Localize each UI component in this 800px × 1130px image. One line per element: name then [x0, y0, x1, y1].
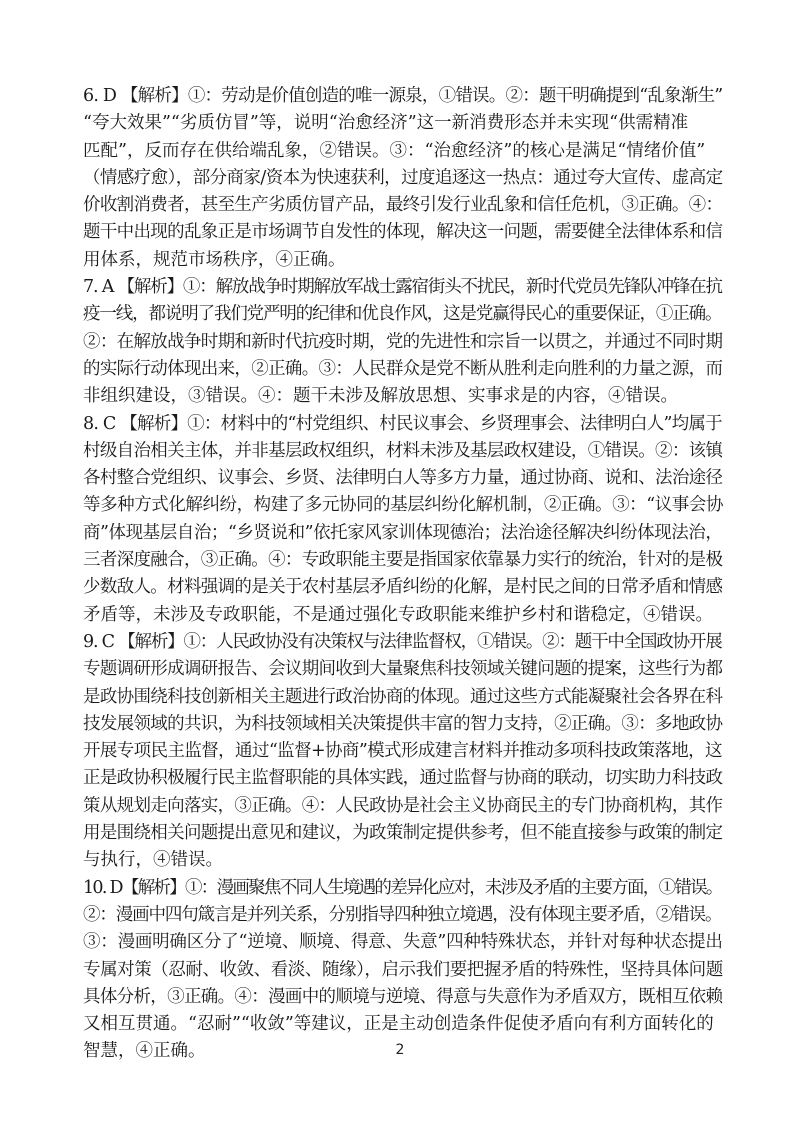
analysis-text-line: ②：在解放战争时期和新时代抗疫时期，党的先进性和宗旨一以贯之，并通过不同时期 — [83, 331, 723, 352]
analysis-text-line: 等多种方式化解纠纷，构建了多元协同的基层纠纷化解机制，②正确。③：“议事会协 — [83, 495, 723, 516]
analysis-text-line: 专题调研形成调研报告、会议期间收到大量聚焦科技领域关键问题的提案，这些行为都 — [83, 659, 723, 680]
analysis-text-line: 策从规划走向落实，③正确。④：人民政协是社会主义协商民主的专门协商机构，其作 — [83, 795, 723, 816]
analysis-text-line: 村级自治相关主体，并非基层政权组织，材料未涉及基层政权建设，①错误。②：该镇 — [83, 440, 723, 461]
analysis-text-line: 开展专项民主监督，通过“监督+协商”模式形成建言材料并推动多项科技政策落地，这 — [83, 741, 722, 762]
analysis-text-line: 用是围绕相关问题提出意见和建议，为政策制定提供参考，但不能直接参与政策的制定 — [83, 823, 723, 844]
analysis-text-line: 少数敌人。材料强调的是关于农村基层矛盾纠纷的化解，是村民之间的日常矛盾和情感 — [83, 577, 723, 598]
analysis-text-line: 与执行，④错误。 — [83, 850, 223, 871]
page-number: 2 — [395, 1042, 405, 1058]
analysis-text-line: 智慧，④正确。 — [83, 1041, 206, 1062]
analysis-text-line: 疫一线，都说明了我们党严明的纪律和优良作风，这是党赢得民心的重要保证，①正确。 — [83, 304, 722, 325]
analysis-text-line: 各村整合党组织、议事会、乡贤、法律明白人等多方力量，通过协商、说和、法治途径 — [83, 468, 723, 489]
analysis-text-line: 三者深度融合，③正确。④：专政职能主要是指国家依靠暴力实行的统治，针对的是极 — [83, 550, 723, 571]
question-analysis-item — [83, 83, 723, 274]
analysis-text-line: “夸大效果”“劣质仿冒”等，说明“治愈经济”这一新消费形态并未实现“供需精准 — [83, 113, 689, 134]
analysis-text-line: 10. D【解析】①：漫画聚焦不同人生境遇的差异化应对，未涉及矛盾的主要方面，①错误。 — [83, 877, 722, 898]
analysis-text-line: 是政协围绕科技创新相关主题进行政治协商的体现。通过这些方式能凝聚社会各界在科 — [83, 686, 723, 707]
question-analysis-item — [83, 411, 723, 629]
question-analysis-item — [83, 875, 723, 1066]
analysis-text-line: 用体系，规范市场秩序，④正确。 — [83, 249, 346, 270]
analysis-text-line: ②：漫画中四句箴言是并列关系，分别指导四种独立境遇，没有体现主要矛盾，②错误。 — [83, 904, 722, 925]
analysis-text-line: 专属对策（忍耐、收敛、看淡、随缘），启示我们要把握矛盾的特殊性，坚持具体问题 — [83, 959, 723, 980]
analysis-text-line: 9. C 【解析】①：人民政协没有决策权与法律监督权，①错误。②：题干中全国政协开展 — [83, 631, 722, 652]
analysis-text-line: 技发展领域的共识，为科技领域相关决策提供丰富的智力支持，②正确。③：多地政协 — [83, 713, 723, 734]
analysis-text-line: 具体分析，③正确。④：漫画中的顺境与逆境、得意与失意作为矛盾双方，既相互依赖 — [83, 986, 723, 1007]
analysis-text-line: 题干中出现的乱象正是市场调节自发性的体现，解决这一问题，需要健全法律体系和信 — [83, 222, 723, 243]
analysis-text-line: 的实际行动体现出来，②正确。③：人民群众是党不断从胜利走向胜利的力量之源，而 — [83, 358, 723, 379]
analysis-text-line: 商”体现基层自治；“乡贤说和”依托家风家训体现德治；法治途径解决纠纷体现法治， — [83, 522, 723, 543]
question-analysis-item — [83, 629, 723, 875]
analysis-text-line: 6. D 【解析】①：劳动是价值创造的唯一源泉，①错误。②：题干明确提到“乱象渐生” — [83, 86, 723, 106]
analysis-text-line: 矛盾等，未涉及专政职能，不是通过强化专政职能来维护乡村和谐稳定，④错误。 — [83, 604, 713, 625]
analysis-text-line: （情感疗愈），部分商家/资本为快速获利，过度追逐这一热点：通过夸大宣传、虚高定 — [83, 167, 723, 188]
analysis-text-line: 正是政协积极履行民主监督职能的具体实践，通过监督与协商的联动，切实助力科技政 — [83, 768, 723, 789]
analysis-text-line: 又相互贯通。“忍耐”“收敛”等建议，正是主动创造条件促使矛盾向有利方面转化的 — [83, 1014, 714, 1035]
analysis-text-line: 8. C 【解析】①：材料中的“村党组织、村民议事会、乡贤理事会、法律明白人”均属于 — [83, 413, 722, 434]
analysis-text-line: ③：漫画明确区分了“逆境、顺境、得意、失意”四种特殊状态，并针对每种状态提出 — [83, 932, 723, 953]
question-analysis-item — [83, 274, 723, 410]
analysis-text-line: 7. A 【解析】①：解放战争时期解放军战士露宿街头不扰民，新时代党员先锋队冲锋在抗 — [83, 277, 722, 298]
answer-analysis-body — [83, 83, 723, 1066]
analysis-text-line: 非组织建设，③错误。④：题干未涉及解放思想、实事求是的内容，④错误。 — [83, 386, 678, 407]
analysis-text-line: 匹配”，反而存在供给端乱象，②错误。③：“治愈经济”的核心是满足“情绪价值” — [83, 140, 706, 161]
analysis-text-line: 价收割消费者，甚至生产劣质仿冒产品，最终引发行业乱象和信任危机，③正确。④： — [83, 195, 723, 216]
